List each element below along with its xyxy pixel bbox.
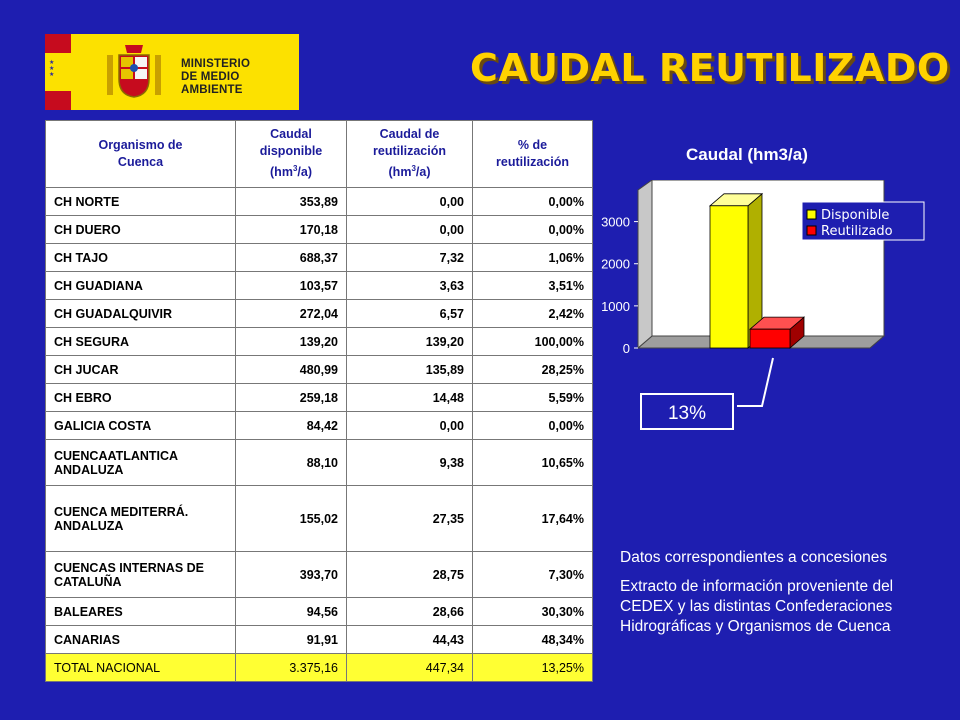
cell-value: 48,34% [473,626,593,654]
cell-organismo: CH SEGURA [46,328,236,356]
table-row [46,486,593,552]
header-organismo: Organismo de Cuenca [46,121,236,188]
cell-value: 14,48 [347,384,473,412]
table-row [46,244,593,272]
cell-value: 3,51% [473,272,593,300]
cell-value: 353,89 [236,188,347,216]
cell-value: 100,00% [473,328,593,356]
flag-icon: ★ ★ ★ [45,34,71,110]
cell-value: 28,75 [347,552,473,598]
bar-disponible [710,206,748,348]
page-title: CAUDAL REUTILIZADO [470,46,950,90]
table-row [46,188,593,216]
cell-value: 688,37 [236,244,347,272]
cell-value: 135,89 [347,356,473,384]
cell-value: 30,30% [473,598,593,626]
header-caudal-disponible: Caudal disponible $(hm^3/a)$ [236,121,347,188]
table-row [46,552,593,598]
cell-organismo: CANARIAS [46,626,236,654]
cell-organismo: CH JUCAR [46,356,236,384]
header-porcentaje: % de reutilización [473,121,593,188]
chart-side-wall [638,180,652,348]
legend-label: Reutilizado [821,224,893,239]
legend-swatch [807,226,816,235]
table-row [46,626,593,654]
cell-value: 0,00 [347,216,473,244]
table-row [46,598,593,626]
notes [620,548,950,646]
reuse-table [45,120,592,682]
cell-organismo: BALEARES [46,598,236,626]
y-tick-label: 3000 [601,214,630,230]
percentage-callout: 13% [640,393,734,430]
cell-value: 3,63 [347,272,473,300]
coat-of-arms-icon [103,41,165,103]
cell-value: 5,59% [473,384,593,412]
cell-value: 9,38 [347,440,473,486]
table-row [46,300,593,328]
cell-value: 1,06% [473,244,593,272]
cell-value: 0,00% [473,188,593,216]
cell-organismo: GALICIA COSTA [46,412,236,440]
cell-value: 10,65% [473,440,593,486]
y-tick-label: 2000 [601,256,630,272]
cell-value: 170,18 [236,216,347,244]
cell-organismo: CH EBRO [46,384,236,412]
cell-organismo: CH TAJO [46,244,236,272]
cell-organismo: CH DUERO [46,216,236,244]
cell-value: 259,18 [236,384,347,412]
cell-total-value: 3.375,16 [236,654,347,682]
cell-organismo: CUENCA MEDITERRÁ. ANDALUZA [46,486,236,552]
cell-value: 0,00 [347,188,473,216]
cell-organismo: CUENCAS INTERNAS DE CATALUÑA [46,552,236,598]
cell-value: 480,99 [236,356,347,384]
note-concesiones: Datos correspondientes a concesiones [620,549,888,566]
cell-value: 0,00% [473,216,593,244]
cell-value: 91,91 [236,626,347,654]
cell-value: 0,00 [347,412,473,440]
cell-organismo: CH GUADALQUIVIR [46,300,236,328]
ministry-logo [45,34,299,110]
cell-value: 7,32 [347,244,473,272]
cell-organismo: CH NORTE [46,188,236,216]
cell-value: 28,25% [473,356,593,384]
legend-swatch [807,210,816,219]
table-row [46,412,593,440]
y-tick-label: 0 [622,341,630,356]
cell-value: 94,56 [236,598,347,626]
cell-total-label: TOTAL NACIONAL [46,654,236,682]
cell-organismo: CUENCAATLANTICA ANDALUZA [46,440,236,486]
table-row [46,356,593,384]
ministry-name: MINISTERIO DE MEDIO AMBIENTE [181,58,251,96]
cell-total-value: 13,25% [473,654,593,682]
table-header-row [46,121,593,188]
cell-value: 139,20 [236,328,347,356]
cell-value: 44,43 [347,626,473,654]
table-row [46,328,593,356]
cell-value: 155,02 [236,486,347,552]
cell-value: 17,64% [473,486,593,552]
cell-value: 139,20 [347,328,473,356]
cell-value: 6,57 [347,300,473,328]
cell-total-value: 447,34 [347,654,473,682]
table-row [46,384,593,412]
cell-value: 7,30% [473,552,593,598]
cell-value: 393,70 [236,552,347,598]
note-source: Extracto de información proveniente del CEDEX y las distintas Confederaciones Hidrográficas y Organismos de Cuenca [620,578,894,635]
chart-title: Caudal (hm3/a) [686,145,808,164]
header-caudal-reutilizacion: Caudal de reutilización $(hm^3/a)$ [347,121,473,188]
cell-value: 272,04 [236,300,347,328]
cell-organismo: CH GUADIANA [46,272,236,300]
cell-value: 103,57 [236,272,347,300]
y-tick-label: 1000 [601,298,630,314]
legend-label: Disponible [821,208,890,223]
cell-value: 28,66 [347,598,473,626]
table-total-row [46,654,593,682]
cell-value: 84,42 [236,412,347,440]
cell-value: 88,10 [236,440,347,486]
table-row [46,216,593,244]
cell-value: 0,00% [473,412,593,440]
cell-value: 27,35 [347,486,473,552]
cell-value: 2,42% [473,300,593,328]
table-row [46,272,593,300]
table-row [46,440,593,486]
